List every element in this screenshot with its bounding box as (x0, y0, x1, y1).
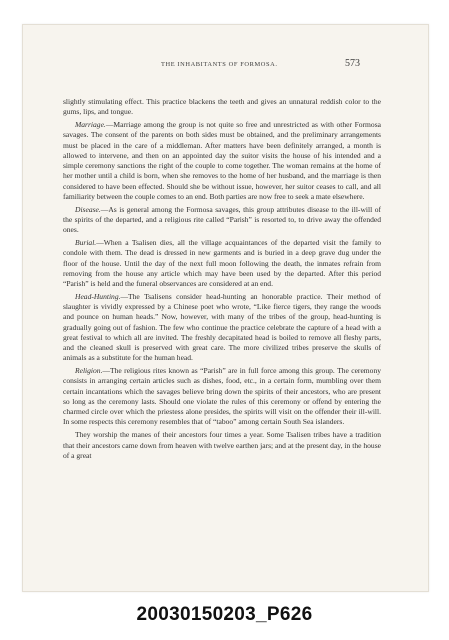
paragraph-ancestor-worship (63, 430, 381, 461)
paragraph-text: —As is general among the Formosa savages, this group attributes disease to the ill-will of the spirits of the departed, and a religious rite called “Parish” is resorted to, to drive away the offended ones. (63, 204, 381, 235)
running-title: THE INHABITANTS OF FORMOSA. (161, 61, 278, 68)
paragraph-text: —The religious rites known as “Parish” are in full force among this group. The ceremony consists in arranging certain articles such as dishes, food, etc., in a certain form, mumbling over them certain incantations which the savages believe bring down the spirits of their ancestors, who are present so long as the ceremony lasts. Should one violate the rules of this ceremony or offend by entering the charmed circle over which the priestess alone presides, the spirits will visit on the offender their ill-will. In some respects this ceremony resembles that of “taboo” among certain South Sea islanders. (63, 366, 381, 427)
section-heading-marriage: Marriage. (75, 120, 106, 130)
paragraph-religion (63, 366, 381, 428)
archive-id-caption: 20030150203_P626 (136, 604, 313, 625)
paragraph-text: —Marriage among the group is not quite so free and unrestricted as with other Formosa savages. The consent of the parents on both sides must be obtained, and the preliminary arrangements must be placed in the care of a middleman. After matters have been definitely arranged, a month is allowed to intervene, and then on an appointed day the suitor visits the house of his intended and a simple ceremony sanctions the right of the couple to come together. The woman remains at the home of her mother until a child is born, when she removes to the home of her husband, and the marriage is then considered to have been effected. Should she be without issue, however, her suitor ceases to call, and all familiarity between the couple comes to an end. Both parties are now free to seek a mate elsewhere. (63, 120, 381, 201)
page-number: 573 (345, 58, 360, 69)
paragraph-burial (63, 238, 381, 289)
paragraph-head-hunting (63, 292, 381, 364)
paragraph-continuation (63, 97, 381, 118)
paragraph-text: They worship the manes of their ancestors four times a year. Some Tsalisen tribes have a tradition that their ancestors came down from heaven with twelve earthen jars; and at the present day, in the house of a great (63, 430, 381, 460)
body-text (63, 97, 381, 464)
section-heading-disease: Disease. (75, 204, 101, 214)
section-heading-burial: Burial. (75, 238, 97, 248)
section-heading-religion: Religion. (75, 366, 103, 376)
paragraph-text: —The Tsalisens consider head-hunting an honorable practice. Their method of slaughter is vividly expressed by a Chinese poet who wrote, “Like fierce tigers, they range the woods and pounce on human heads.” Now, however, with many of the tribes of the group, head-hunting is gradually going out of fashion. The few who continue the practice celebrate the capture of a head with a great festival to which all are invited. The freshly decapitated head is boiled to remove all fleshy parts, and the cleaned skull is preserved with great care. The more civilized tribes preserve the skulls of animals as a substitute for the human head. (63, 291, 381, 363)
section-heading-head-hunting: Head-Hunting. (75, 291, 121, 301)
paragraph-disease (63, 205, 381, 236)
paragraph-text: slightly stimulating effect. This practice blackens the teeth and gives an unnatural reddish color to the gums, lips, and tongue. (63, 97, 381, 117)
running-header (45, 58, 360, 72)
paragraph-marriage (63, 120, 381, 202)
paragraph-text: —When a Tsalisen dies, all the village acquaintances of the departed visit the family to condole with them. The dead is dressed in new garments and is buried in a deep grave dug under the floor of the house. Until the day of the next full moon following the death, the inmates refrain from removing from the house any article which may have been used by the departed. After this period “Parish” is held and the funeral observances are considered at an end. (63, 238, 381, 289)
